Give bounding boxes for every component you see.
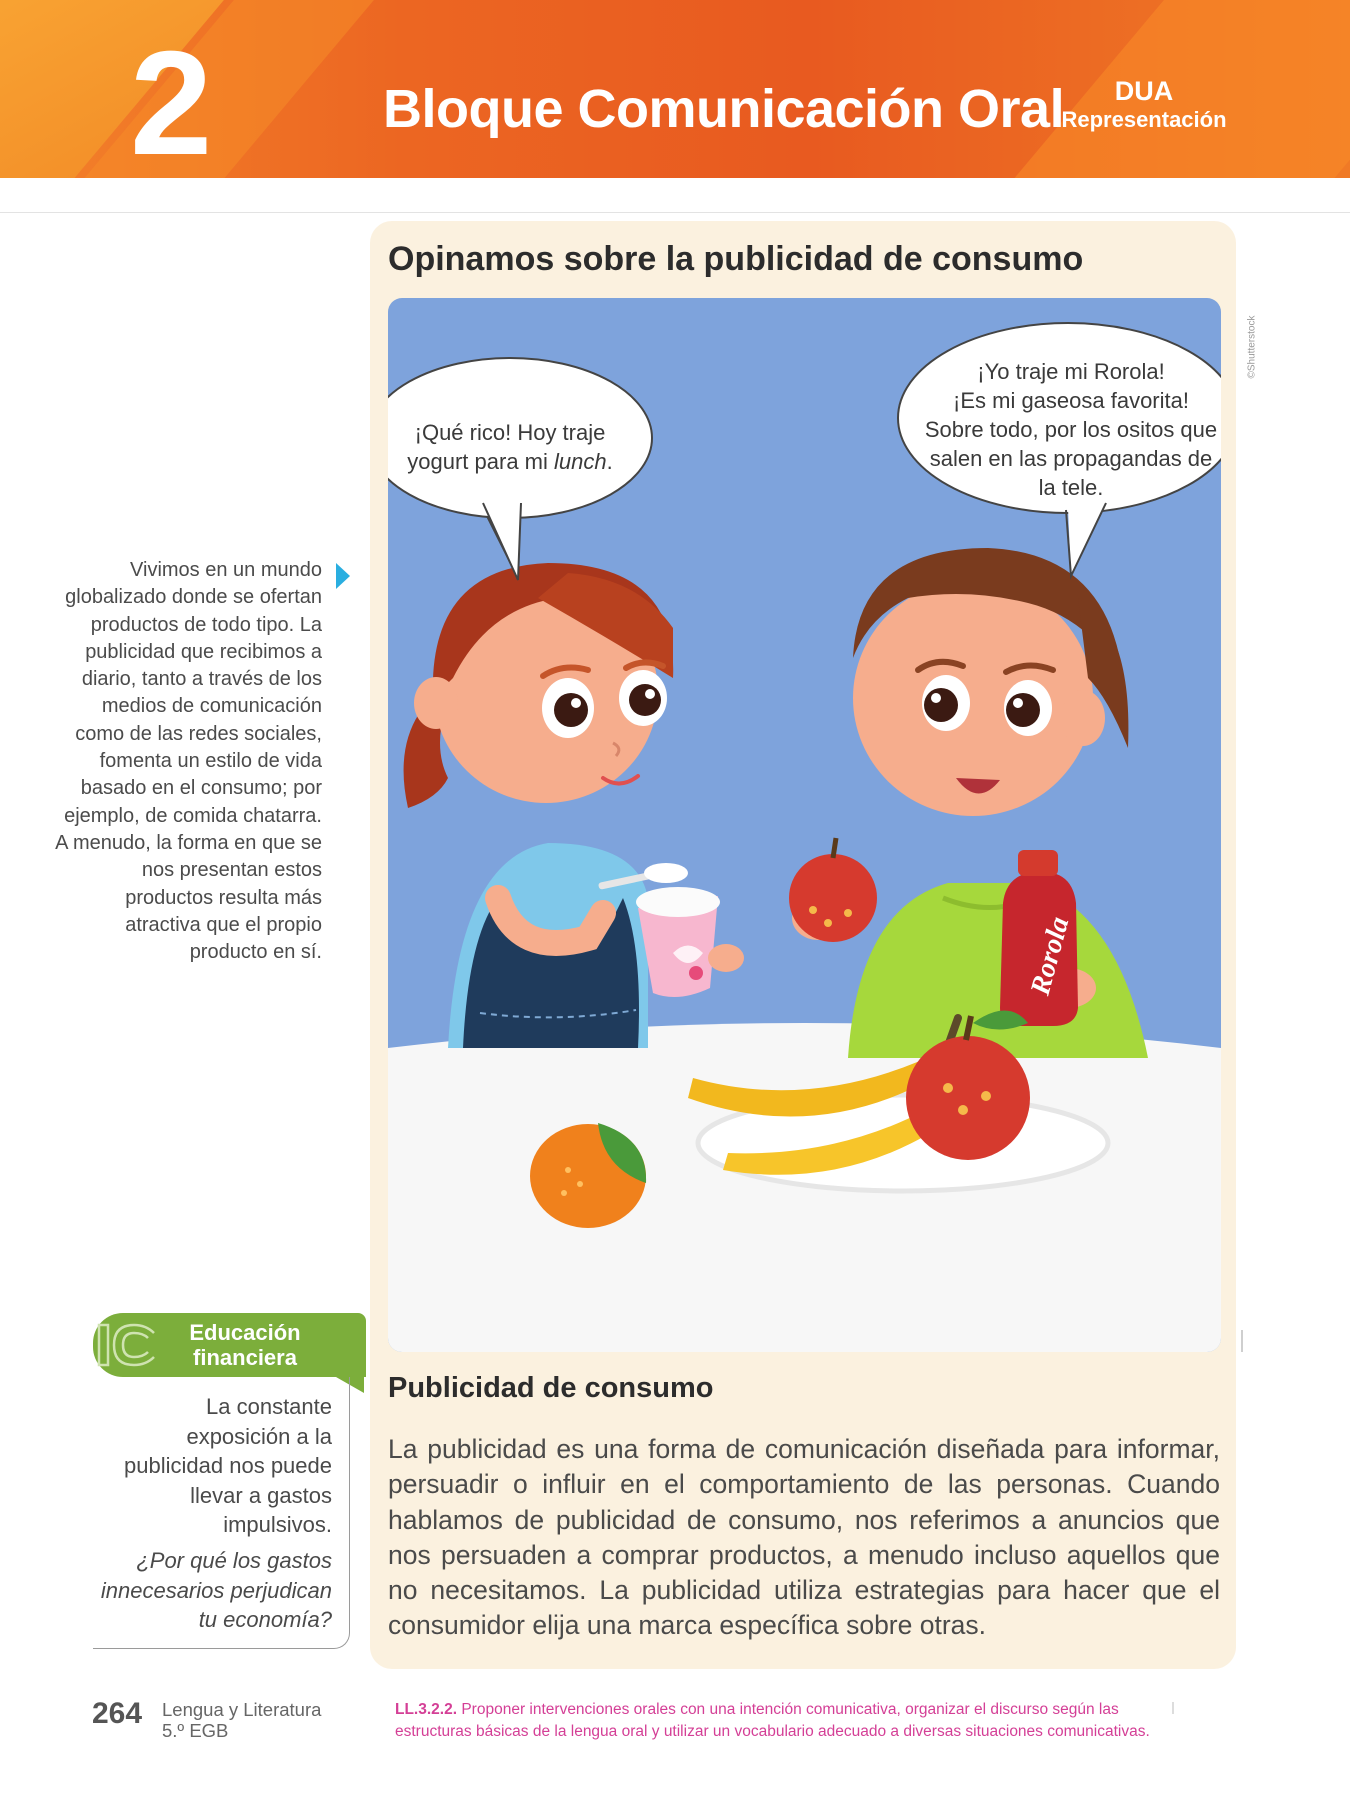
boy-speech-bubble — [918, 357, 1224, 502]
edge-mark — [1241, 1330, 1243, 1352]
boy-speech-line: la tele. — [1038, 475, 1104, 500]
sidebar-intro-text: Vivimos en un mundo globalizado donde se ofertan productos de todo tipo. La publicidad que recibimos a diario, tanto a través de los medios de comunicación como de las redes sociales, fomenta un estilo de vida basado en el consumo; por ejemplo, de comida chatarra. A menudo, la forma en que se nos presentan estos productos resulta más atractiva que el propio producto en sí. — [55, 559, 322, 964]
financial-education-logo-icon — [96, 1323, 158, 1367]
page-number: 264 — [92, 1697, 143, 1730]
boy-speech-line: salen en las propagandas de — [929, 446, 1213, 471]
skill-standard — [395, 1699, 1185, 1742]
financial-education-text: La constante exposición a la publicidad nos puede llevar a gastos impulsivos. — [124, 1394, 332, 1537]
content-subtitle: Publicidad de consumo — [388, 1372, 714, 1404]
bottle-label: Rorola — [1024, 913, 1076, 999]
financial-education-title — [170, 1320, 320, 1370]
skill-description: Proponer intervenciones orales con una intención comunicativa, organizar el discurso según las estructuras básicas de la lengua oral y utilizar un vocabulario adecuado a diversas situaciones comunicativas. — [395, 1701, 1150, 1740]
section-title: Opinamos sobre la publicidad de consumo — [388, 240, 1084, 278]
girl-speech-italic: lunch — [554, 449, 607, 474]
pointer-arrow-icon — [336, 563, 350, 589]
content-paragraph: La publicidad es una forma de comunicación diseñada para informar, persuadir o influir en el comportamiento de las personas. Cuando hablamos de publicidad de consumo, nos referimos a anuncios que nos persuaden a comprar productos, a menudo incluso aquellos que no necesitamos. La publicidad utiliza estrategias para hacer que el consumidor elija una marca específica sobre otras. — [388, 1434, 1220, 1641]
image-credit — [1245, 300, 1259, 380]
skill-code: LL.3.2.2. — [395, 1701, 458, 1718]
unit-number: 2 — [130, 21, 213, 178]
financial-education-question: ¿Por qué los gastos innecesarios perjudican tu economía? — [100, 1548, 332, 1632]
image-credit-text: ©Shutterstock — [1246, 315, 1258, 379]
dua-sublabel: Representación — [1061, 107, 1227, 132]
boy-speech-line: ¡Yo traje mi Rorola! — [977, 359, 1165, 384]
financial-education-title-line: financiera — [193, 1345, 297, 1370]
header-divider — [0, 212, 1350, 213]
unit-header — [0, 0, 1350, 178]
financial-education-title-line: Educación — [189, 1320, 301, 1345]
grade-level: 5.º EGB — [162, 1720, 229, 1741]
boy-speech-line: ¡Es mi gaseosa favorita! — [953, 388, 1189, 413]
dua-label: DUA — [1114, 76, 1174, 106]
girl-speech-text: ¡Qué rico! Hoy traje yogurt para mi — [407, 420, 606, 474]
block-title: Bloque Comunicación Oral — [383, 79, 1065, 139]
boy-speech-line: Sobre todo, por los ositos que — [924, 417, 1218, 442]
subject-name: Lengua y Literatura — [162, 1699, 322, 1720]
girl-speech-bubble — [395, 418, 625, 476]
footer-mark — [1172, 1702, 1174, 1714]
girl-speech-end: . — [606, 449, 613, 474]
dua-badge — [1060, 76, 1228, 134]
